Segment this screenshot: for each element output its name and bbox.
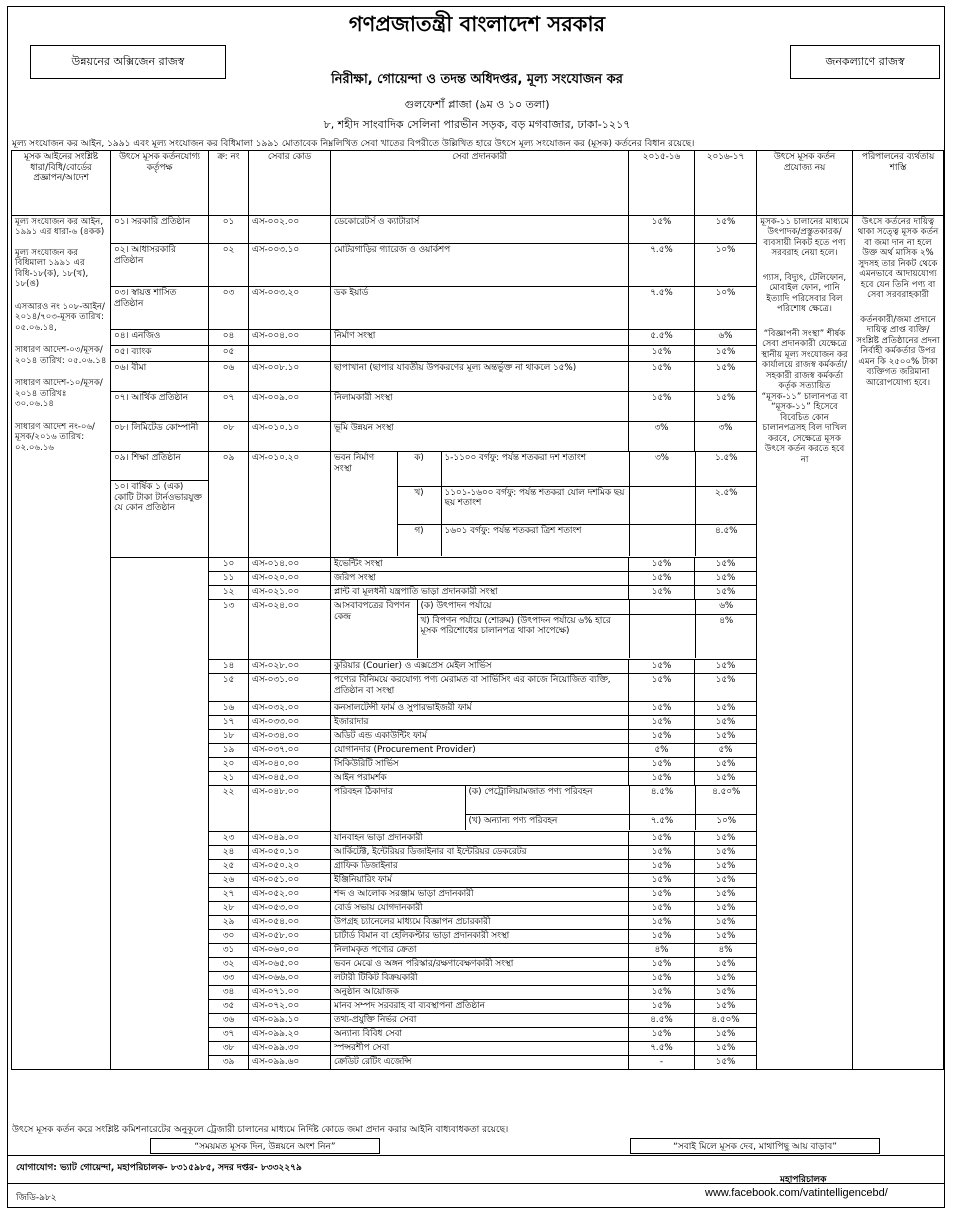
row-rate-1: ১৫%: [629, 674, 695, 702]
row-code: এস-০৫৩.০০: [249, 902, 331, 916]
transport-sub-table: [331, 786, 757, 830]
row-rate-1: ১৫%: [629, 874, 695, 888]
row-provider: নির্মাণ সংস্থা: [331, 330, 629, 346]
row-provider: সিকিউরিটি সার্ভিস: [331, 758, 629, 772]
row-rate-2: ১৫%: [695, 832, 757, 846]
exempt-text-1: মূসক-১১ চালানের মাধ্যমে উৎপাদক/প্রস্তুতকারক/ব্যবসায়ী নিকট হতে পণ্য সরবরাহ নেয়া হলে।: [760, 217, 849, 259]
exempt-cell: [757, 216, 853, 1070]
row-code: এস-০২০.০০: [249, 572, 331, 586]
row-provider: ইভেন্টিং সংস্থা: [331, 558, 629, 572]
row-rate-2: ১৫%: [695, 392, 757, 422]
row-provider: অনুষ্ঠান আয়োজক: [331, 986, 629, 1000]
right-slogan-box: জনকল্যাণে রাজস্ব: [790, 45, 940, 79]
row-sl: ০৪: [209, 330, 249, 346]
building-sl: ০৯: [209, 452, 249, 558]
row-rate-1: ৫.৫%: [629, 330, 695, 346]
col-law: মূসক আইনের সংশ্লিষ্ট ধারা/বিধি/বোর্ডের প্রজ্ঞাপন/আদেশ: [12, 151, 111, 216]
transport-sl: ২২: [209, 786, 249, 832]
row-code: এস-০৪০.০০: [249, 758, 331, 772]
row-sl: ১২: [209, 586, 249, 600]
row-provider: নিলামকারী সংস্থা: [331, 392, 629, 422]
row-provider: অডিট এন্ড একাউন্টিং ফার্ম: [331, 730, 629, 744]
row-code: এস-০০৮.১০: [249, 362, 331, 392]
building-sub-text: ১-১১০০ বর্গফু: পর্যন্ত শতকরা দশ শতাংশ: [441, 452, 629, 486]
row-rate-2: ৩%: [695, 422, 757, 452]
row-provider: ডেকোরেটর্স ও ক্যাটারার্স: [331, 216, 629, 244]
row-rate-2: ১০%: [695, 287, 757, 330]
row-rate-1: ১৫%: [629, 846, 695, 860]
row-provider: নিলামকৃত পণ্যের ক্রেতা: [331, 944, 629, 958]
row-rate-1: ১৫%: [629, 216, 695, 244]
furniture-sub-table: [331, 600, 757, 658]
col-code: সেবার কোড: [249, 151, 331, 216]
row-rate-1: ১৫%: [629, 772, 695, 786]
row-code: এস-০১০.১০: [249, 422, 331, 452]
row-rate-2: ১০%: [695, 244, 757, 287]
row-rate-1: ১৫%: [629, 1000, 695, 1014]
row-provider: ক্রেডিট রেটিং এজেন্সি: [331, 1056, 629, 1070]
row-sl: ০১: [209, 216, 249, 244]
furniture-sub-1-rate-2: ৬%: [695, 600, 757, 614]
transport-sub-2-rate-1: ৭.৫%: [629, 814, 695, 830]
col-year-1: ২০১৫-১৬: [629, 151, 695, 216]
row-rate-1: ১৫%: [629, 392, 695, 422]
law-ref-6: সাধারণ আদেশ নং-০৬/মূসক/২০১৬ তারিখ: ০২.০৬.১৬: [15, 421, 95, 453]
row-sl: ৩৪: [209, 986, 249, 1000]
row-code: এস-০৪৫.০০: [249, 772, 331, 786]
row-rate-2: ১৫%: [695, 558, 757, 572]
row-code: এস-০৩২.০০: [249, 702, 331, 716]
row-sl: ০৩: [209, 287, 249, 330]
authority-7: ০৭। আর্থিক প্রতিষ্ঠান: [111, 392, 209, 422]
row-rate-2: ১৫%: [695, 702, 757, 716]
slogan-right: “সবাই মিলে মূসক দেব, মাথাপিছু আয় বাড়াব”: [630, 1138, 880, 1154]
footer-note: উৎসে মূসক কর্তন করে সংশ্লিষ্ট কমিশনারেটের অনুকূলে ট্রেজারী চালানের মাধ্যমে নির্দিষ্ট কোডে জমা প্রদান করার আইনি বাধ্যবাধকতা রয়েছে।: [12, 1125, 509, 1135]
furniture-code: এস-০২৪.০০: [249, 600, 331, 660]
row-provider: বোর্ড সভায় যোগদানকারী: [331, 902, 629, 916]
law-ref-4: সাধারণ আদেশ-০৩/মূসক/২০১৪ তারিখ: ০৫.০৬.১৪: [15, 345, 107, 366]
row-rate-2: ১৫%: [695, 986, 757, 1000]
exempt-text-2: গ্যাস, বিদ্যুৎ, টেলিফোন, মোবাইল ফোন, পানি ইত্যাদি পরিসেবার বিল পরিশোধ ক্ষেত্রে।: [762, 272, 847, 315]
row-rate-2: ১৫%: [695, 674, 757, 702]
row-code: এস-০৫২.০০: [249, 888, 331, 902]
authority-9: ০৯। শিক্ষা প্রতিষ্ঠান: [111, 452, 208, 481]
row-rate-1: ১৫%: [629, 758, 695, 772]
row-provider: ছাপাখানা (ছাপার যাবতীয় উপকরণের মূল্য অন্তর্ভুক্ত না থাকলে ১৫%): [331, 362, 629, 392]
penalty-text-1: উৎসে কর্তনের দায়িত্ব থাকা সত্ত্বে মূসক কর্তন বা জমা দান না হলে উক্ত অর্থ মাসিক ২% সুদসহ তার নিকট থেকে এমনভাবে আদায়যোগ্য হবে যেন তিনি পণ্য বা সেবা সরবরাহকারী: [857, 217, 939, 301]
row-code: এস-০০৩.২০: [249, 287, 331, 330]
penalty-cell: [853, 216, 944, 1070]
building-sub-key: ক): [397, 452, 441, 486]
row-provider: আর্কিটেক্ট, ইন্টেরিয়র ডিজাইনার বা ইন্টেরিয়র ডেকরেটর: [331, 846, 629, 860]
exempt-text-3: “বিজ্ঞাপনী সংস্থা” শীর্ষক সেবা প্রদানকারী যেক্ষেত্রে স্থানীয় মূল্য সংযোজন কর কার্যালয়ে রাজস্ব কর্মকর্তা/সহকারী রাজস্ব কর্মকর্তা কর্তৃক সত্যায়িত “মূসক-১১” চালানপত্র বা “মূসক-১১” হিসেবে বিবেচিত কোন চালানপত্রসহ বিল দাখিল করবে, সেক্ষেত্রে মূসক উৎসে কর্তন করতে হবে না: [761, 328, 848, 465]
row-code: এস-০৪৯.০০: [249, 832, 331, 846]
row-rate-2: ১৫%: [695, 758, 757, 772]
transport-sub-1-rate-1: ৪.৫%: [629, 786, 695, 814]
row-sl: ৩৭: [209, 1028, 249, 1042]
row-rate-1: ১৫%: [629, 930, 695, 944]
footer-divider: [8, 1155, 944, 1156]
furniture-sub-2-rate-2: ৪%: [695, 614, 757, 658]
law-ref-2: মূল্য সংযোজন কর বিধিমালা ১৯৯১ এর বিধি-১৮(ক), ১৮(খ), ১৮(ঙ): [15, 247, 89, 290]
row-rate-1: ১৫%: [629, 832, 695, 846]
row-sl: ২৫: [209, 860, 249, 874]
row-rate-2: ১৫%: [695, 772, 757, 786]
row-rate-2: ১৫%: [695, 846, 757, 860]
row-rate-1: ১৫%: [629, 1028, 695, 1042]
row-rate-2: ৪%: [695, 944, 757, 958]
row-rate-2: ১৫%: [695, 874, 757, 888]
row-rate-1: ১৫%: [629, 586, 695, 600]
row-rate-2: ১৫%: [695, 362, 757, 392]
row-provider: জরিপ সংস্থা: [331, 572, 629, 586]
row-sl: ২৮: [209, 902, 249, 916]
transport-sub-1: (ক) পেট্রোলিয়ামজাত পণ্য পরিবহন: [465, 786, 629, 814]
row-provider: তথ্য-প্রযুক্তি নির্ভর সেবা: [331, 1014, 629, 1028]
building-sub-text: ১১০১-১৬০০ বর্গফু: পর্যন্ত শতকরা যোল দশমিক ছয় ছয় শতাংশ: [441, 486, 629, 524]
row-rate-1: ১৫%: [629, 572, 695, 586]
transport-code: এস-০৪৮.০০: [249, 786, 331, 832]
row-rate-1: -: [629, 1056, 695, 1070]
row-sl: ১৮: [209, 730, 249, 744]
row-provider: ভবন মেঝে ও অঙ্গন পরিস্কার/রক্ষণাবেক্ষণকারী সংস্থা: [331, 958, 629, 972]
row-sl: ২৯: [209, 916, 249, 930]
furniture-sub-1: (ক) উৎপাদন পর্যায়ে: [417, 600, 629, 614]
row-provider: স্পন্সরশীপ সেবা: [331, 1042, 629, 1056]
furniture-sub-cell: [331, 600, 757, 660]
row-sl: ২৩: [209, 832, 249, 846]
row-rate-1: ১৫%: [629, 902, 695, 916]
transport-sub-1-rate-2: ৪.৫০%: [695, 786, 757, 814]
building-sub-key: খ): [397, 486, 441, 524]
building-sub-table: [331, 452, 757, 556]
row-sl: ২৬: [209, 874, 249, 888]
intro-text: মূল্য সংযোজন কর আইন, ১৯৯১ এবং মূল্য সংযোজন কর বিধিমালা ১৯৯১ মোতাবেক নিম্নলিখিত সেবা খাতের বিপরীতে উল্লিখিত হারে উৎসে মূল্য সংযোজন কর (মূসক) কর্তনের বিধান রয়েছে।: [12, 139, 695, 149]
row-rate-1: ১৫%: [629, 888, 695, 902]
row-sl: ০৫: [209, 346, 249, 362]
row-sl: ৩২: [209, 958, 249, 972]
row-code: এস-০৬০.০০: [249, 944, 331, 958]
row-provider: কনসালটেন্সী ফার্ম ও সুপারভাইজরী ফার্ম: [331, 702, 629, 716]
penalty-text-2: কর্তনকারী/জমা প্রদানে দায়িত্ব প্রাপ্ত ব্যক্তি/সংশ্লিষ্ট প্রতিষ্ঠানের প্রদনা নির্বাহী কর্মকর্তার উপর এমন কি ২৫০০% টাকা ব্যক্তিগত জরিমানা আরোপযোগ্য হবে।: [856, 314, 940, 388]
row-provider: ইজারাদার: [331, 716, 629, 730]
row-code: এস-০০২.০০: [249, 216, 331, 244]
row-provider: [331, 346, 629, 362]
row-rate-2: ১৫%: [695, 660, 757, 674]
building-code: এস-০১০.২০: [249, 452, 331, 558]
law-reference-cell: [12, 216, 111, 1070]
row-sl: ০২: [209, 244, 249, 287]
law-ref-5: সাধারণ আদেশ-১০/মূসক/২০১৪ তারিখঃ ৩০.০৬.১৪: [15, 378, 103, 410]
row-provider: ভূমি উন্নয়ন সংস্থা: [331, 422, 629, 452]
row-rate-2: ১৫%: [695, 972, 757, 986]
row-code: এস-০৩১.০০: [249, 674, 331, 702]
row-provider: মানব সম্পদ সরবরাহ বা ব্যবস্থাপনা প্রতিষ্ঠান: [331, 1000, 629, 1014]
row-provider: আইন পরামর্শক: [331, 772, 629, 786]
row-rate-1: ১৫%: [629, 730, 695, 744]
left-slogan-box: উন্নয়নের অক্সিজেন রাজস্ব: [30, 45, 226, 79]
row-provider: শব্দ ও আলোক সরঞ্জাম ভাড়া প্রদানকারী: [331, 888, 629, 902]
authority-10: ১০। বার্ষিক ১ (এক) কোটি টাকা টার্নওভারযুক্ত যে কোন প্রতিষ্ঠান: [114, 482, 202, 514]
row-sl: ৩৮: [209, 1042, 249, 1056]
authority-3: ০৩। স্বায়ত্ত শাসিত প্রতিষ্ঠান: [111, 287, 209, 330]
row-provider: যানবাহন ভাড়া প্রদানকারী: [331, 832, 629, 846]
row-rate-2: ৪.৫০%: [695, 1014, 757, 1028]
row-provider: গ্রাফিক ডিজাইনার: [331, 860, 629, 874]
row-rate-1: ১৫%: [629, 558, 695, 572]
authority-9-10: [111, 452, 209, 558]
row-code: এস-০৩৩.০০: [249, 716, 331, 730]
row-code: এস-০৫০.২০: [249, 860, 331, 874]
transport-sub-cell: [331, 786, 757, 832]
row-code: এস-০৫৪.০০: [249, 916, 331, 930]
row-code: এস-০৯৯.৬০: [249, 1056, 331, 1070]
row-code: এস-০৯৯.৩০: [249, 1042, 331, 1056]
building-sub-rate-1: [629, 486, 695, 524]
row-sl: ০৭: [209, 392, 249, 422]
row-sl: ৩৬: [209, 1014, 249, 1028]
furniture-sub-2-rate-1: [629, 614, 695, 658]
row-code: এস-০২৮.০০: [249, 660, 331, 674]
row-rate-1: ১৫%: [629, 958, 695, 972]
row-code: [249, 346, 331, 362]
row-rate-1: ৭.৫%: [629, 1042, 695, 1056]
row-rate-1: ৪%: [629, 944, 695, 958]
page-title: গণপ্রজাতন্ত্রী বাংলাদেশ সরকার: [348, 12, 606, 36]
row-provider: কুরিয়ার (Courier) ও এক্সপ্রেস মেইল সার্ভিস: [331, 660, 629, 674]
row-code: এস-০৫১.০০: [249, 874, 331, 888]
row-sl: ১৫: [209, 674, 249, 702]
building-sub-rate-2: ১.৫%: [695, 452, 757, 486]
department-name: নিরীক্ষা, গোয়েন্দা ও তদন্ত অধিদপ্তর, মূল্য সংযোজন কর: [331, 72, 623, 87]
law-ref-3: এসআরও নং ১০৮-আইন/২০১৪/৭০৩-মূসক তারিখ: ০৫.০৬.১৪,: [15, 301, 105, 333]
row-provider: অন্যান্য বিবিধ সেবা: [331, 1028, 629, 1042]
address: ৮, শহীদ সাংবাদিক সেলিনা পারভীন সড়ক, বড় মগবাজার, ঢাকা-১২১৭: [323, 118, 631, 131]
row-rate-1: ৭.৫%: [629, 287, 695, 330]
row-code: এস-০২১.০০: [249, 586, 331, 600]
row-sl: ২৪: [209, 846, 249, 860]
row-sl: ০৮: [209, 422, 249, 452]
contact-info: যোগাযোগ: ভ্যাট গোয়েন্দা, মহাপরিচালক- ৮৩১৫৯৮৫, সদর দপ্তর- ৮৩৩২২৭৯: [16, 1163, 302, 1173]
furniture-name: আসবাবপত্রের বিপণন কেন্দ্র: [331, 600, 417, 658]
row-rate-1: ৩%: [629, 422, 695, 452]
row-rate-1: ১৫%: [629, 660, 695, 674]
transport-sub-2-rate-2: ১০%: [695, 814, 757, 830]
row-code: এস-০৫৮.০০: [249, 930, 331, 944]
building-sub-cell: [331, 452, 757, 558]
transport-sub-2: (খ) অন্যান্য পণ্য পরিবহন: [465, 814, 629, 830]
authority-4: ০৪। এনজিও: [111, 330, 209, 346]
authority-empty: [111, 558, 209, 1070]
row-rate-1: ১৫%: [629, 346, 695, 362]
row-code: এস-০৬৫.০০: [249, 958, 331, 972]
row-rate-1: ৫%: [629, 744, 695, 758]
row-provider: উপগ্রহ চ্যানেলের মাধ্যমে বিজ্ঞাপন প্রচারকারী: [331, 916, 629, 930]
row-sl: ১৭: [209, 716, 249, 730]
authority-2: ০২। আধাসরকারি প্রতিষ্ঠান: [111, 244, 209, 287]
signature-title: মহাপরিচালক: [780, 1175, 827, 1185]
row-sl: ১৬: [209, 702, 249, 716]
row-sl: ১৪: [209, 660, 249, 674]
row-sl: ২৭: [209, 888, 249, 902]
row-sl: ৩০: [209, 930, 249, 944]
building-sub-key: গ): [397, 524, 441, 556]
row-code: এস-০৫০.১০: [249, 846, 331, 860]
row-provider: ইঞ্জিনিয়ারিং ফার্ম: [331, 874, 629, 888]
authority-6: ০৬। বীমা: [111, 362, 209, 392]
row-rate-1: ১৫%: [629, 916, 695, 930]
row-rate-2: ১৫%: [695, 958, 757, 972]
row-provider: লটারী টিকিট বিক্রয়কারী: [331, 972, 629, 986]
row-code: এস-০০৯.০০: [249, 392, 331, 422]
col-authority: উৎসে মূসক কর্তনযোগ্য কর্তৃপক্ষ: [111, 151, 209, 216]
law-ref-1: মূল্য সংযোজন কর আইন, ১৯৯১ এর ধারা-৬ (৪কক): [15, 217, 105, 238]
row-provider: যোগানদার (Procurement Provider): [331, 744, 629, 758]
row-rate-1: ৭.৫%: [629, 244, 695, 287]
building-name: ভবন নির্মাণ সংস্থা: [331, 452, 397, 556]
building-sub-rate-1: [629, 524, 695, 556]
row-sl: ২০: [209, 758, 249, 772]
row-rate-2: ১৫%: [695, 730, 757, 744]
row-rate-2: ১৫%: [695, 716, 757, 730]
row-code: এস-০৩৪.০০: [249, 730, 331, 744]
row-rate-2: ১৫%: [695, 902, 757, 916]
row-rate-1: ১৫%: [629, 362, 695, 392]
row-code: এস-০০৪.০০: [249, 330, 331, 346]
row-sl: ১১: [209, 572, 249, 586]
row-rate-1: ৪.৫%: [629, 1014, 695, 1028]
row-provider: চার্টার্ড বিমান বা হেলিকপ্টার ভাড়া প্রদানকারী সংস্থা: [331, 930, 629, 944]
row-code: এস-০৭২.০০: [249, 1000, 331, 1014]
transport-name: পরিবহন ঠিকাদার: [331, 786, 465, 830]
row-provider: প্লান্ট বা মূলধনী যন্ত্রপাতি ভাড়া প্রদানকারী সংস্থা: [331, 586, 629, 600]
row-rate-2: ১৫%: [695, 888, 757, 902]
furniture-sl: ১৩: [209, 600, 249, 660]
furniture-sub-2: খ) বিপণন পর্যায়ে (শোরুম) (উৎপাদন পর্যায়ে ৬% হারে মূসক পরিশোধের চালানপত্র থাকা সাপেক্ষে): [417, 614, 629, 658]
row-rate-2: ১৫%: [695, 586, 757, 600]
authority-1: ০১। সরকারি প্রতিষ্ঠান: [111, 216, 209, 244]
col-sl: ক্র: নং: [209, 151, 249, 216]
row-rate-1: ১৫%: [629, 860, 695, 874]
row-rate-1: ১৫%: [629, 702, 695, 716]
row-code: এস-০১৪.০০: [249, 558, 331, 572]
col-penalty: পরিপালনের ব্যর্থতায় শাস্তি: [853, 151, 944, 216]
authority-5: ০৫। ব্যাংক: [111, 346, 209, 362]
row-rate-2: ১৫%: [695, 346, 757, 362]
row-rate-2: ১৫%: [695, 1056, 757, 1070]
building-sub-text: ১৬০১ বর্গফু: পর্যন্ত শতকরা ত্রিশ শতাংশ: [441, 524, 629, 556]
row-provider: ডক ইয়ার্ড: [331, 287, 629, 330]
col-exempt: উৎসে মূসক কর্তন প্রযোজ্য নয়: [757, 151, 853, 216]
building-sub-rate-2: ২.৫%: [695, 486, 757, 524]
row-rate-2: ১৫%: [695, 930, 757, 944]
row-code: এস-০৩৭.০০: [249, 744, 331, 758]
authority-8: ০৮। লিমিটেড কোম্পানী: [111, 422, 209, 452]
building-sub-rate-2: ৪.৫%: [695, 524, 757, 556]
row-sl: ১৯: [209, 744, 249, 758]
row-code: এস-০৭১.০০: [249, 986, 331, 1000]
row-rate-2: ১৫%: [695, 1028, 757, 1042]
row-rate-1: ১৫%: [629, 986, 695, 1000]
row-sl: ৩৯: [209, 1056, 249, 1070]
row-code: এস-০৬৬.০০: [249, 972, 331, 986]
row-rate-2: ১৫%: [695, 572, 757, 586]
gd-number: জিডি-৯৮২: [16, 1193, 57, 1203]
row-code: এস-০০৩.১০: [249, 244, 331, 287]
row-provider: মোটরগাড়ির গ্যারেজ ও ওয়ার্কশপ: [331, 244, 629, 287]
building-sub-rate-1: ৩%: [629, 452, 695, 486]
row-sl: ৩৩: [209, 972, 249, 986]
row-rate-2: ৬%: [695, 330, 757, 346]
row-rate-1: ১৫%: [629, 716, 695, 730]
vat-table: [11, 150, 944, 1070]
row-rate-2: ১৫%: [695, 916, 757, 930]
row-sl: ০৬: [209, 362, 249, 392]
col-provider: সেবা প্রদানকারী: [331, 151, 629, 216]
slogan-left: “সময়মত মূসক দিন, উন্নয়নে অংশ নিন”: [150, 1138, 380, 1154]
facebook-link[interactable]: www.facebook.com/vatintelligencebd/: [705, 1187, 888, 1199]
row-rate-2: ১৫%: [695, 860, 757, 874]
row-sl: ১০: [209, 558, 249, 572]
row-code: এস-০৯৯.১০: [249, 1014, 331, 1028]
row-sl: ৩১: [209, 944, 249, 958]
furniture-sub-1-rate-1: [629, 600, 695, 614]
row-rate-2: ১৫%: [695, 1042, 757, 1056]
row-sl: ৩৫: [209, 1000, 249, 1014]
row-sl: ২১: [209, 772, 249, 786]
row-rate-1: ১৫%: [629, 972, 695, 986]
row-code: এস-০৯৯.২০: [249, 1028, 331, 1042]
row-rate-2: ১৫%: [695, 216, 757, 244]
col-year-2: ২০১৬-১৭: [695, 151, 757, 216]
building-name: গুলফেশাঁ প্লাজা (৯ম ও ১০ তলা): [404, 98, 550, 111]
row-provider: পণ্যের বিনিময়ে করযোগ্য পণ্য মেরামত বা সার্ভিসিং এর কাজে নিয়োজিত ব্যক্তি, প্রতিষ্ঠান বা সংস্থা: [331, 674, 629, 702]
row-rate-2: ১৫%: [695, 1000, 757, 1014]
row-rate-2: ৫%: [695, 744, 757, 758]
